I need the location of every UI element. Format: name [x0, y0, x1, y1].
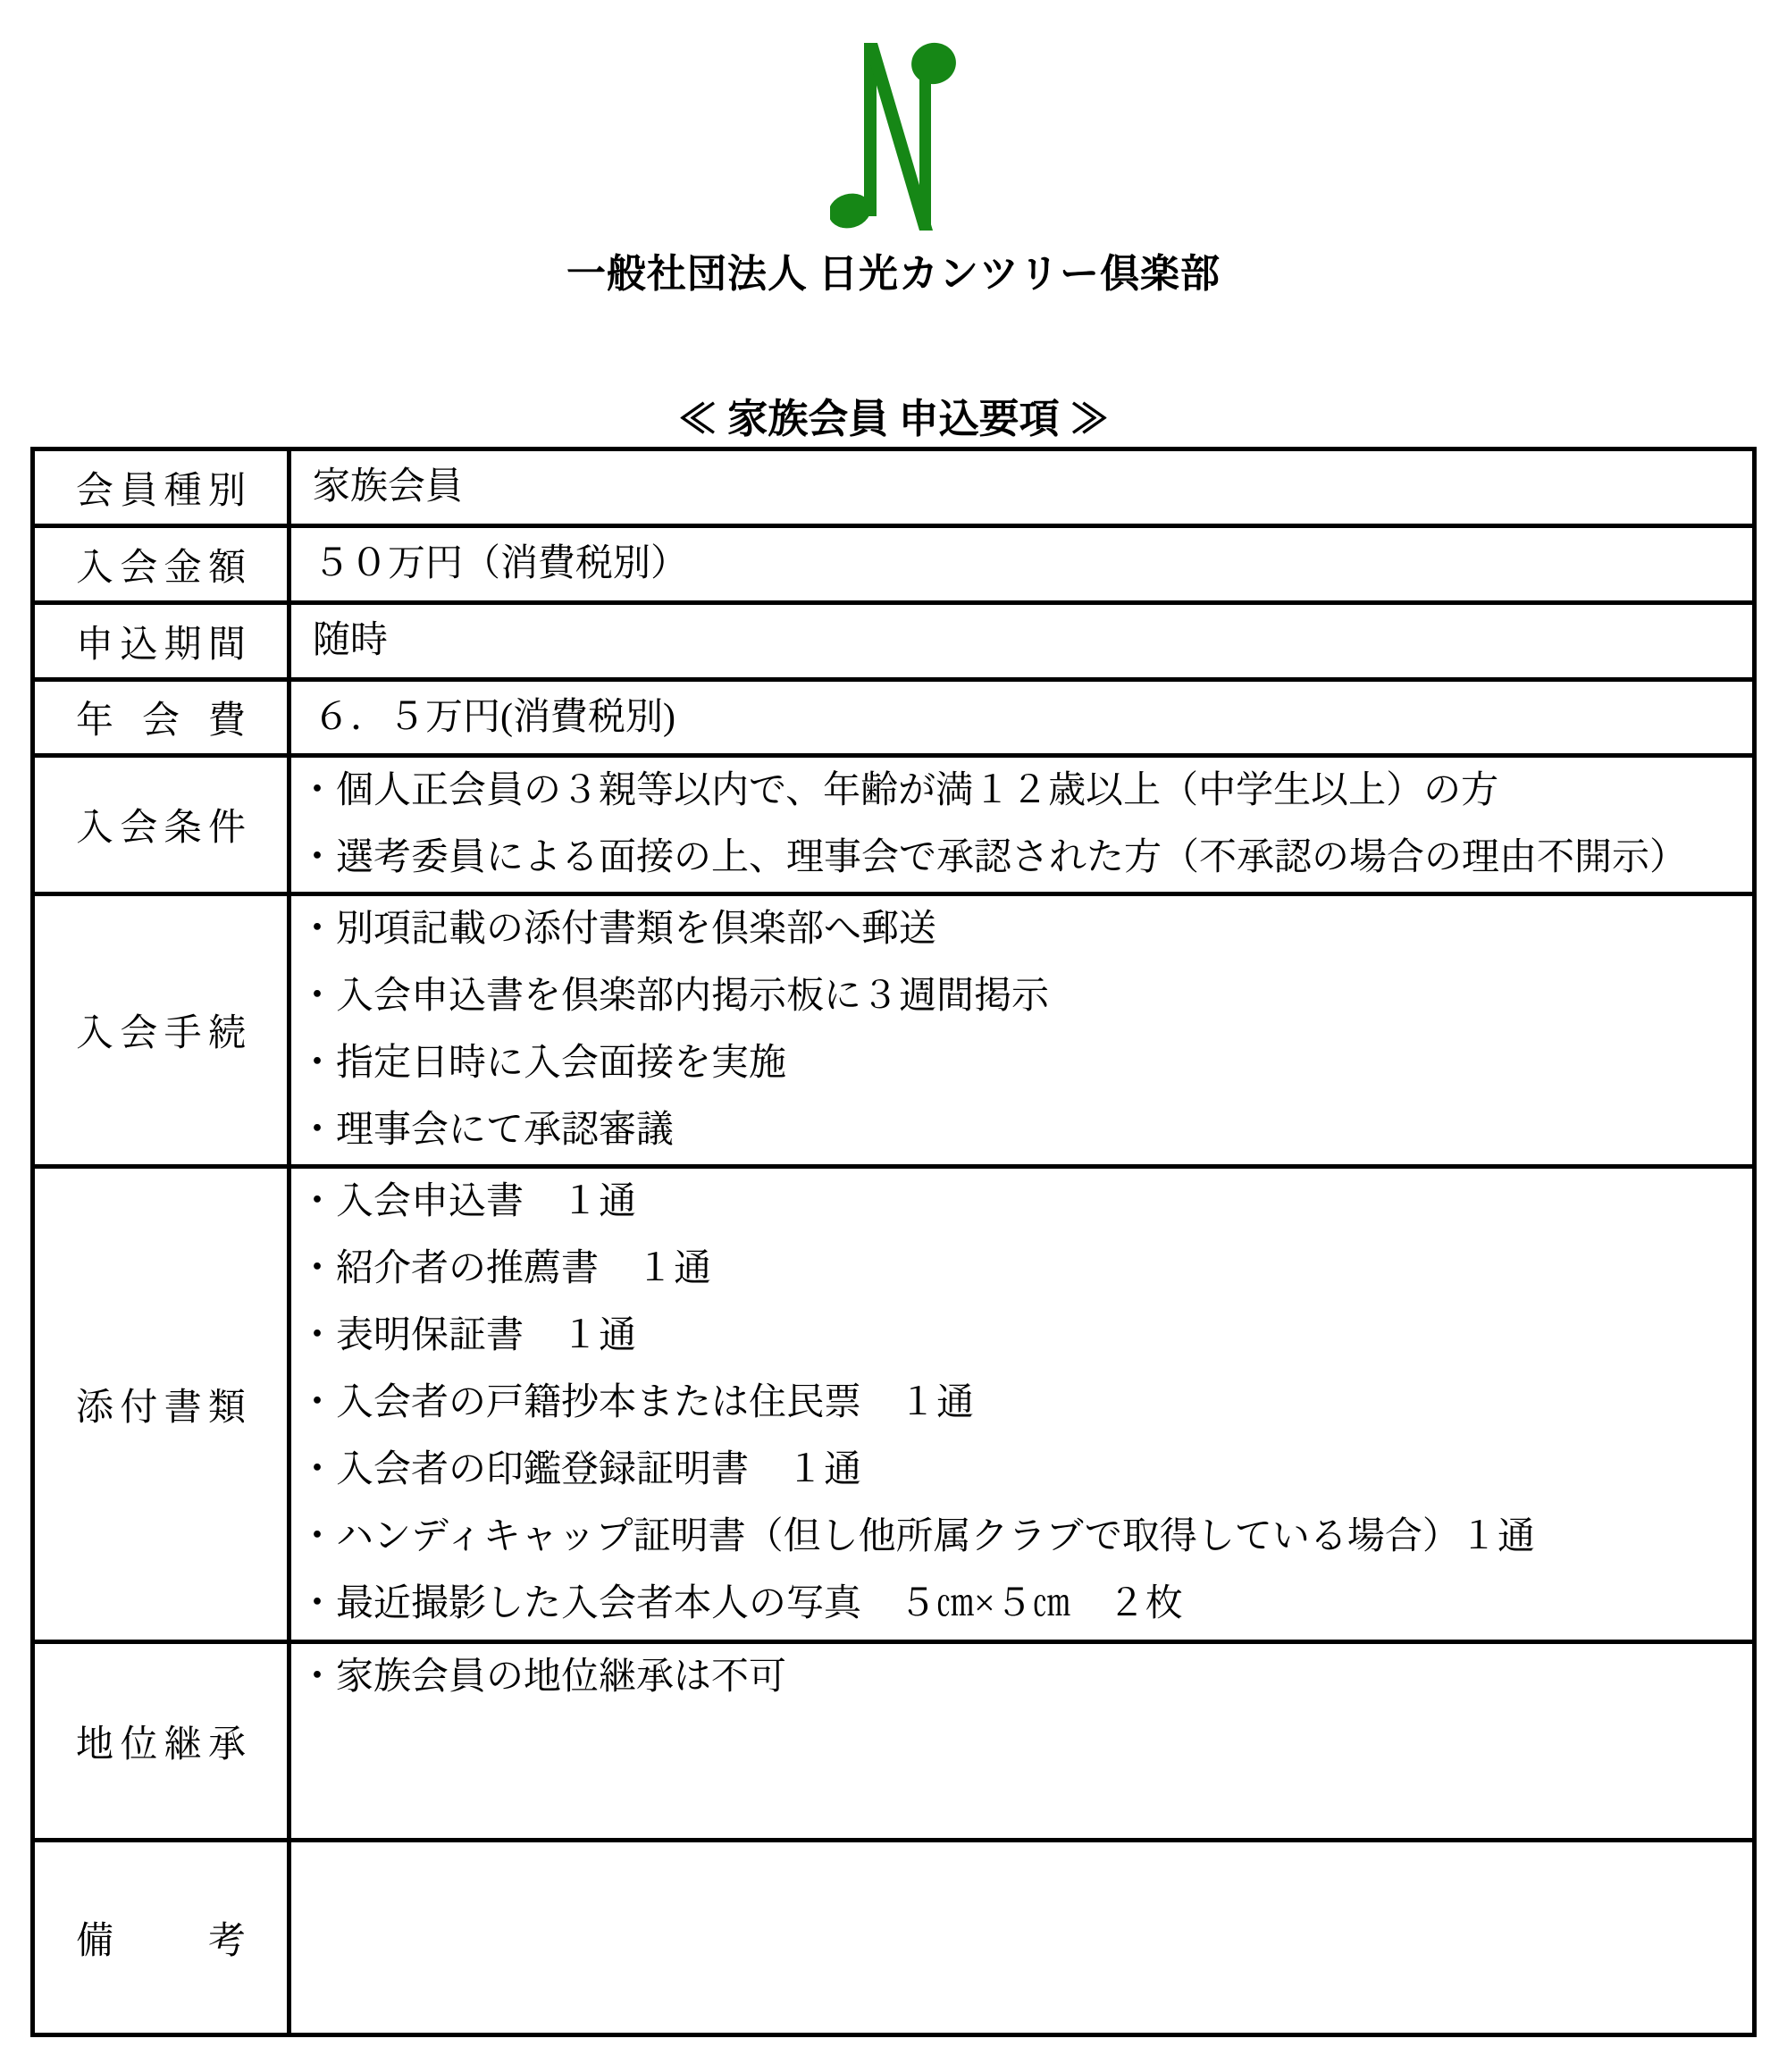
row-label: 備考: [33, 1841, 289, 2035]
row-value: [289, 894, 1755, 1167]
bullet-line: ・個人正会員の３親等以内で、年齢が満１２歳以上（中学生以上）の方: [298, 770, 1499, 811]
document-header: [0, 0, 1787, 441]
bullet-line: ・入会申込書を倶楽部内掲示板に３週間掲示: [298, 976, 1050, 1017]
bullet-line: ・表明保証書 １通: [298, 1315, 637, 1356]
row-value: [289, 449, 1755, 526]
bullet-line: ・ハンディキャップ証明書（但し他所属クラブで取得している場合）１通: [298, 1516, 1535, 1557]
bullet-line: ・選考委員による面接の上、理事会で承認された方（不承認の場合の理由不開示）: [298, 837, 1688, 878]
row-value: [289, 603, 1755, 680]
value-text: 家族会員: [313, 466, 464, 508]
musical-note-n-logo-icon: [830, 41, 957, 231]
row-label: 会員種別: [33, 449, 289, 526]
bullet-line: ・入会者の戸籍抄本または住民票 １通: [298, 1382, 975, 1423]
document-title: ≪ 家族会員 申込要項 ≫: [677, 397, 1110, 441]
row-label: 入会手続: [33, 894, 289, 1167]
application-guideline-table: [30, 447, 1757, 2037]
row-value: [289, 756, 1755, 894]
value-text: ５０万円（消費税別）: [313, 543, 689, 585]
table-row-application-period: [33, 603, 1755, 680]
table-row-admission-conditions: [33, 756, 1755, 894]
row-label: 入会金額: [33, 526, 289, 603]
row-value-empty: [289, 1841, 1755, 2035]
row-value: [289, 526, 1755, 603]
value-text: 随時: [313, 620, 389, 662]
bullet-line: ・入会者の印鑑登録証明書 １通: [298, 1449, 862, 1490]
value-text: ６．５万円(消費税別): [313, 696, 675, 738]
row-value: [289, 1642, 1755, 1841]
bullet-line: ・紹介者の推薦書 １通: [298, 1248, 712, 1289]
table-row-annual-fee: [33, 680, 1755, 756]
table-row-admission-fee: [33, 526, 1755, 603]
table-row-status-succession: [33, 1642, 1755, 1841]
bullet-line: ・家族会員の地位継承は不可: [298, 1657, 787, 1698]
row-label: 年会費: [33, 680, 289, 756]
bullet-line: ・指定日時に入会面接を実施: [298, 1043, 787, 1084]
logo-container: [0, 0, 1787, 231]
table-row-membership-type: [33, 449, 1755, 526]
table-row-admission-procedure: [33, 894, 1755, 1167]
row-value: [289, 680, 1755, 756]
bullet-line: ・別項記載の添付書類を倶楽部へ郵送: [298, 909, 937, 950]
row-label: 申込期間: [33, 603, 289, 680]
row-value: [289, 1167, 1755, 1642]
organization-title: 一般社団法人 日光カンツリー倶楽部: [566, 252, 1221, 296]
row-label: 入会条件: [33, 756, 289, 894]
bullet-line: ・入会申込書 １通: [298, 1181, 637, 1222]
row-label: 地位継承: [33, 1642, 289, 1841]
bullet-line: ・最近撮影した入会者本人の写真 ５㎝×５㎝ ２枚: [298, 1583, 1183, 1624]
table-row-remarks: [33, 1841, 1755, 2035]
table-row-attached-documents: [33, 1167, 1755, 1642]
row-label: 添付書類: [33, 1167, 289, 1642]
bullet-line: ・理事会にて承認審議: [298, 1110, 675, 1151]
